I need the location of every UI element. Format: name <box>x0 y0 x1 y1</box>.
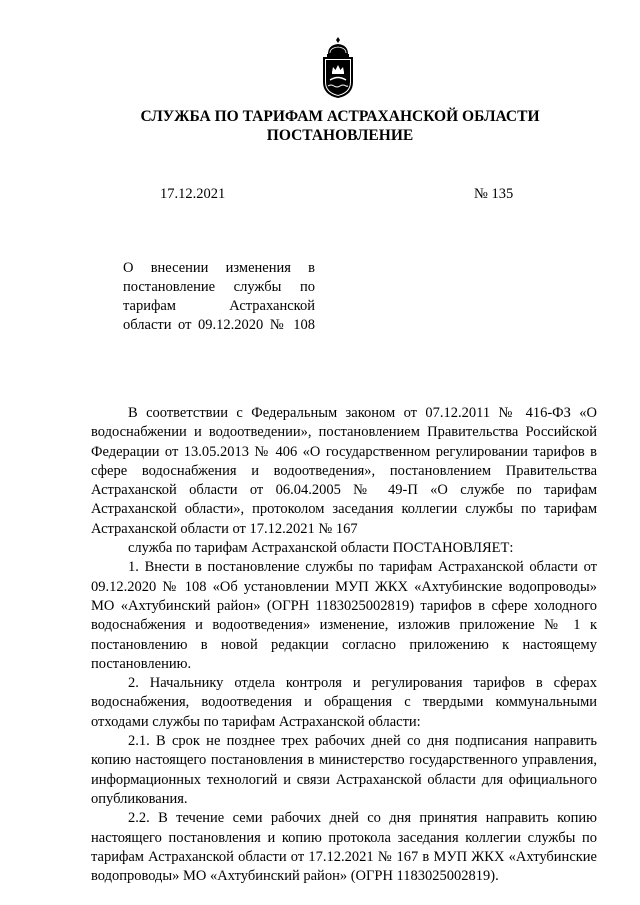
item-1-paragraph: 1. Внести в постановление службы по тарифам Астраханской области от 09.12.2020 № 108 «Об установлении МУП ЖКХ «Ахтубинские водопроводы» МО «Ахтубинский район» (ОГРН 1183025002819) тарифов в сфере холодного водоснабжения и водоотведения» изменение, изложив приложение № 1 к постановлению в новой редакции согласно приложению к настоящему постановлению. <box>91 559 597 672</box>
item-2-2-paragraph: 2.2. В течение семи рабочих дней со дня принятия направить копию настоящего постановления и копию протокола заседания коллегии службы по тарифам Астраханской области от 17.12.2021 № 167 в МУП ЖКХ «Ахтубинские водопроводы» МО «Ахтубинский район» (ОГРН 1183025002819). <box>91 810 597 885</box>
document-date: 17.12.2021 <box>160 186 226 202</box>
item-2-1-paragraph: 2.1. В срок не позднее трех рабочих дней со дня подписания направить копию настоящего постановления в министерство государственного управления, информационных технологий и связи Астраханской области для официального опубликования. <box>91 733 597 807</box>
issuing-authority-title <box>80 107 600 145</box>
preamble-paragraph: В соответствии с Федеральным законом от 07.12.2011 № 416-ФЗ «О водоснабжении и водоотведении», постановлением Правительства Российской Федерации от 13.05.2013 № 406 «О государственном регулировании тарифов в сфере водоснабжения и водоотведения», постановлением Правительства Астраханской области от 06.04.2005 № 49-П «О службе по тарифам Астраханской области», протоколом заседания коллегии службы по тарифам Астраханской области от 17.12.2021 № 167 <box>91 405 597 537</box>
authority-name: СЛУЖБА ПО ТАРИФАМ АСТРАХАНСКОЙ ОБЛАСТИ <box>140 108 540 125</box>
document-subject: О внесении изменения в постановление службы по тарифам Астраханской области от 09.12.2020 № 108 <box>123 260 315 333</box>
document-number: № 135 <box>474 186 514 202</box>
item-2-paragraph: 2. Начальнику отдела контроля и регулирования тарифов в сферах водоснабжения, водоотведения и обращения с твердыми коммунальными отходами службы по тарифам Астраханской области: <box>91 675 597 730</box>
astrakhan-coat-of-arms-icon <box>321 36 355 98</box>
resolves-paragraph: служба по тарифам Астраханской области ПОСТАНОВЛЯЕТ: <box>128 540 514 557</box>
document-body <box>91 404 597 886</box>
document-type: ПОСТАНОВЛЕНИЕ <box>266 127 414 144</box>
